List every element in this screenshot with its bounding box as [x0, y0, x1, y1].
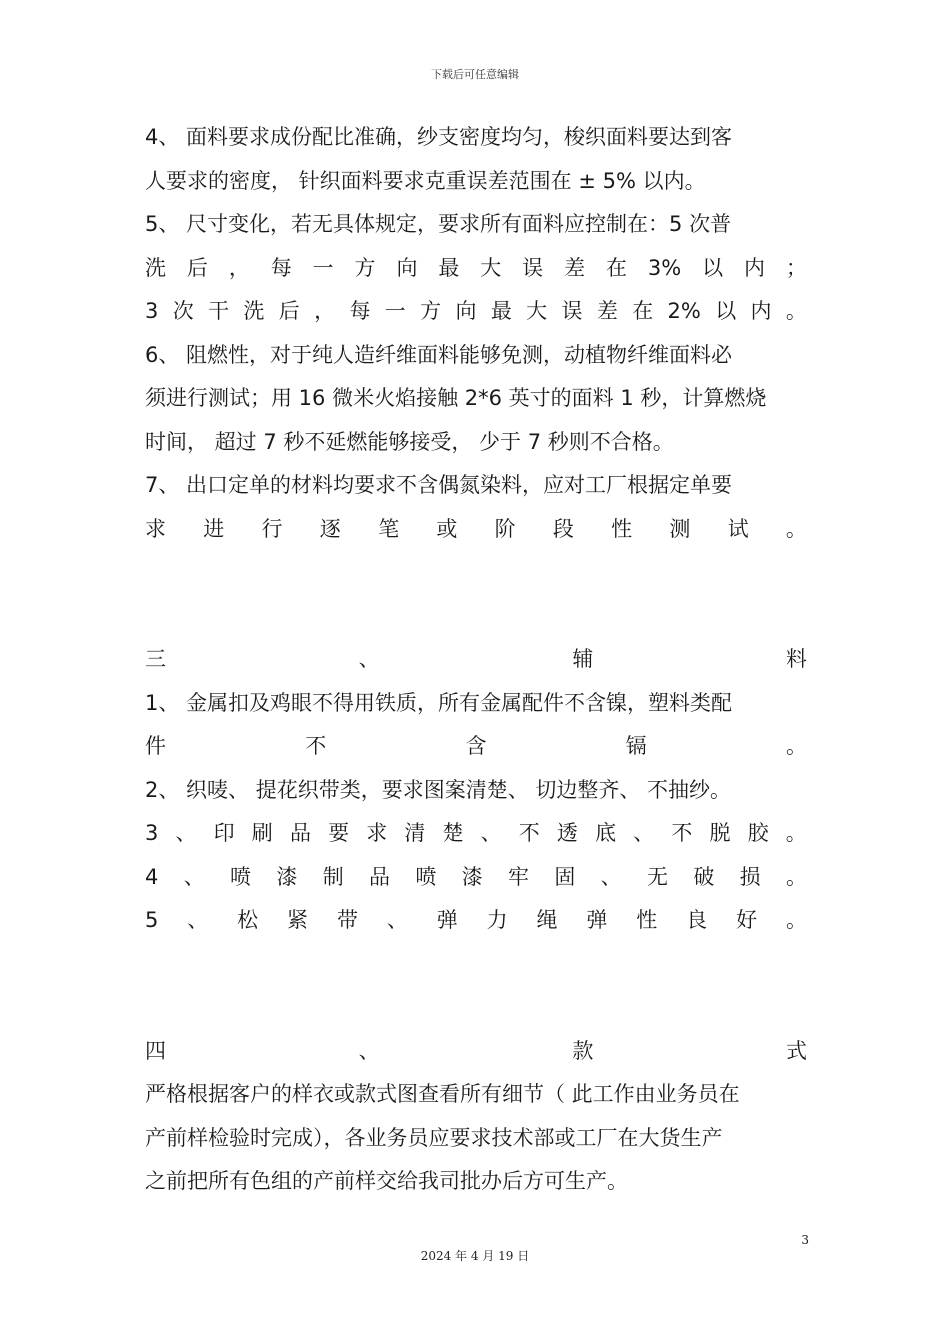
text-line — [145, 818, 807, 848]
justified-char: 紧 — [287, 908, 309, 932]
justified-char: 、 — [386, 908, 408, 932]
justified-char: 漆 — [461, 865, 483, 889]
text-line — [145, 514, 807, 544]
justified-char: 以 — [702, 256, 724, 280]
justified-char: 最 — [438, 256, 460, 280]
justified-char: 胶 — [747, 821, 769, 845]
justified-char: 、 — [480, 821, 502, 845]
page-number: 3 — [801, 1233, 809, 1247]
justified-char: 进 — [203, 517, 225, 541]
justified-char: 最 — [490, 299, 512, 323]
justified-char: 绳 — [536, 908, 558, 932]
justified-char: 4 — [145, 865, 159, 889]
justified-char: 5 — [145, 908, 159, 932]
justified-char: 、 — [183, 865, 205, 889]
justified-char: 底 — [595, 821, 617, 845]
justified-char: 。 — [785, 908, 807, 932]
justified-char: 、 — [600, 865, 622, 889]
justified-char: 、 — [358, 1039, 380, 1063]
justified-char: 洗 — [145, 256, 166, 280]
justified-char: 不 — [671, 821, 693, 845]
justified-char: 带 — [336, 908, 358, 932]
justified-char: 逐 — [319, 517, 341, 541]
justified-char: 测 — [669, 517, 691, 541]
justified-char: 无 — [646, 865, 668, 889]
justified-char: 牢 — [508, 865, 529, 889]
justified-char: 。 — [786, 734, 807, 758]
justified-char: 在 — [632, 299, 654, 323]
justified-char: 。 — [785, 299, 807, 323]
justified-char: 不 — [518, 821, 540, 845]
justified-char: 件 — [145, 734, 166, 758]
justified-char: 以 — [715, 299, 737, 323]
justified-char: 料 — [785, 647, 807, 671]
justified-char: 试 — [727, 517, 749, 541]
justified-char: 喷 — [230, 865, 252, 889]
justified-char: 干 — [208, 299, 230, 323]
justified-char: 2% — [667, 299, 701, 323]
justified-char: 破 — [693, 865, 715, 889]
justified-char: 不 — [305, 734, 327, 758]
text-line — [145, 253, 807, 283]
justified-char: 品 — [289, 821, 311, 845]
justified-char: 大 — [480, 256, 502, 280]
justified-char: 次 — [172, 299, 194, 323]
justified-char: 辅 — [572, 647, 594, 671]
page-header: 下载后可任意编辑 — [431, 68, 519, 81]
justified-char: 一 — [312, 256, 334, 280]
justified-char: 好 — [736, 908, 758, 932]
justified-char: 向 — [396, 256, 418, 280]
justified-char: 阶 — [494, 517, 516, 541]
justified-char: 性 — [636, 908, 658, 932]
justified-char: 。 — [785, 821, 807, 845]
justified-char: 制 — [322, 865, 344, 889]
text-line: 时间， 超过 7 秒不延燃能够接受， 少于 7 秒则不合格。 — [145, 430, 674, 454]
text-line: 人要求的密度， 针织面料要求克重误差范围在 ± 5% 以内。 — [145, 169, 706, 193]
section-heading — [145, 1036, 807, 1066]
text-line: 4、 面料要求成份配比准确，纱支密度均匀，梭织面料要达到客 — [145, 125, 733, 149]
justified-char: 内 — [744, 256, 766, 280]
justified-char: 笔 — [378, 517, 400, 541]
justified-char: 弹 — [586, 908, 608, 932]
justified-char: 误 — [522, 256, 544, 280]
justified-char: 行 — [261, 517, 283, 541]
justified-char: 向 — [455, 299, 477, 323]
justified-char: 方 — [354, 256, 376, 280]
justified-char: 3 — [145, 299, 159, 323]
section-heading — [145, 644, 807, 674]
justified-char: 一 — [384, 299, 406, 323]
justified-char: 3% — [647, 256, 682, 280]
justified-char: 。 — [785, 517, 807, 541]
justified-char: 、 — [175, 821, 197, 845]
justified-char: 方 — [420, 299, 442, 323]
text-line: 须进行测试；用 16 微米火焰接触 2*6 英寸的面料 1 秒，计算燃烧 — [145, 386, 767, 410]
text-line: 2、 织唛、 提花织带类，要求图案清楚、 切边整齐、 不抽纱。 — [145, 778, 732, 802]
justified-char: 良 — [686, 908, 708, 932]
justified-char: 四 — [145, 1039, 166, 1063]
justified-char: 性 — [611, 517, 633, 541]
justified-char: 含 — [465, 734, 487, 758]
text-line: 6、 阻燃性，对于纯人造纤维面料能够免测，动植物纤维面料必 — [145, 343, 733, 367]
justified-char: 误 — [561, 299, 583, 323]
justified-char: 清 — [404, 821, 426, 845]
justified-char: 漆 — [276, 865, 298, 889]
text-line — [145, 862, 807, 892]
justified-char: 松 — [237, 908, 259, 932]
justified-char: 损 — [739, 865, 761, 889]
justified-char: 、 — [358, 647, 380, 671]
justified-char: 差 — [564, 256, 586, 280]
justified-char: 洗 — [243, 299, 265, 323]
justified-char: 。 — [785, 865, 807, 889]
justified-char: 内 — [750, 299, 772, 323]
justified-char: 后 — [278, 299, 300, 323]
text-line — [145, 296, 807, 326]
justified-char: 每 — [349, 299, 371, 323]
justified-char: 差 — [596, 299, 618, 323]
justified-char: 求 — [145, 517, 166, 541]
justified-char: 脱 — [709, 821, 731, 845]
text-line: 7、 出口定单的材料均要求不含偶氮染料，应对工厂根据定单要 — [145, 473, 733, 497]
justified-char: 求 — [366, 821, 388, 845]
justified-char: 喷 — [415, 865, 437, 889]
justified-char: 刷 — [251, 821, 273, 845]
justified-char: 品 — [369, 865, 391, 889]
justified-char: ； — [785, 256, 807, 280]
justified-char: 固 — [554, 865, 576, 889]
text-line: 1、 金属扣及鸡眼不得用铁质，所有金属配件不含镍，塑料类配 — [145, 691, 733, 715]
text-line: 5、 尺寸变化，若无具体规定，要求所有面料应控制在：5 次普 — [145, 212, 732, 236]
text-line: 之前把所有色组的产前样交给我司批办后方可生产。 — [145, 1169, 628, 1193]
justified-char: 弹 — [436, 908, 458, 932]
justified-char: 镉 — [625, 734, 647, 758]
text-line: 严格根据客户的样衣或款式图查看所有细节（ 此工作由业务员在 — [145, 1082, 740, 1106]
justified-char: 要 — [328, 821, 350, 845]
justified-char: 款 — [572, 1039, 594, 1063]
justified-char: 大 — [526, 299, 548, 323]
justified-char: 三 — [145, 647, 166, 671]
justified-char: 印 — [213, 821, 235, 845]
justified-char: 、 — [633, 821, 655, 845]
justified-char: 透 — [556, 821, 578, 845]
justified-char: 式 — [785, 1039, 807, 1063]
justified-char: 3 — [145, 821, 159, 845]
footer-date: 2024 年 4 月 19 日 — [420, 1249, 530, 1263]
justified-char: 力 — [486, 908, 508, 932]
text-line — [145, 905, 807, 935]
justified-char: 楚 — [442, 821, 464, 845]
justified-char: ， — [228, 256, 250, 280]
justified-char: ， — [314, 299, 336, 323]
justified-char: 每 — [270, 256, 292, 280]
justified-char: 或 — [436, 517, 458, 541]
text-line: 产前样检验时完成），各业务员应要求技术部或工厂在大货生产 — [145, 1126, 723, 1150]
justified-char: 段 — [552, 517, 574, 541]
justified-char: 、 — [187, 908, 209, 932]
justified-char: 后 — [186, 256, 208, 280]
justified-char: 在 — [605, 256, 627, 280]
text-line — [145, 731, 807, 761]
